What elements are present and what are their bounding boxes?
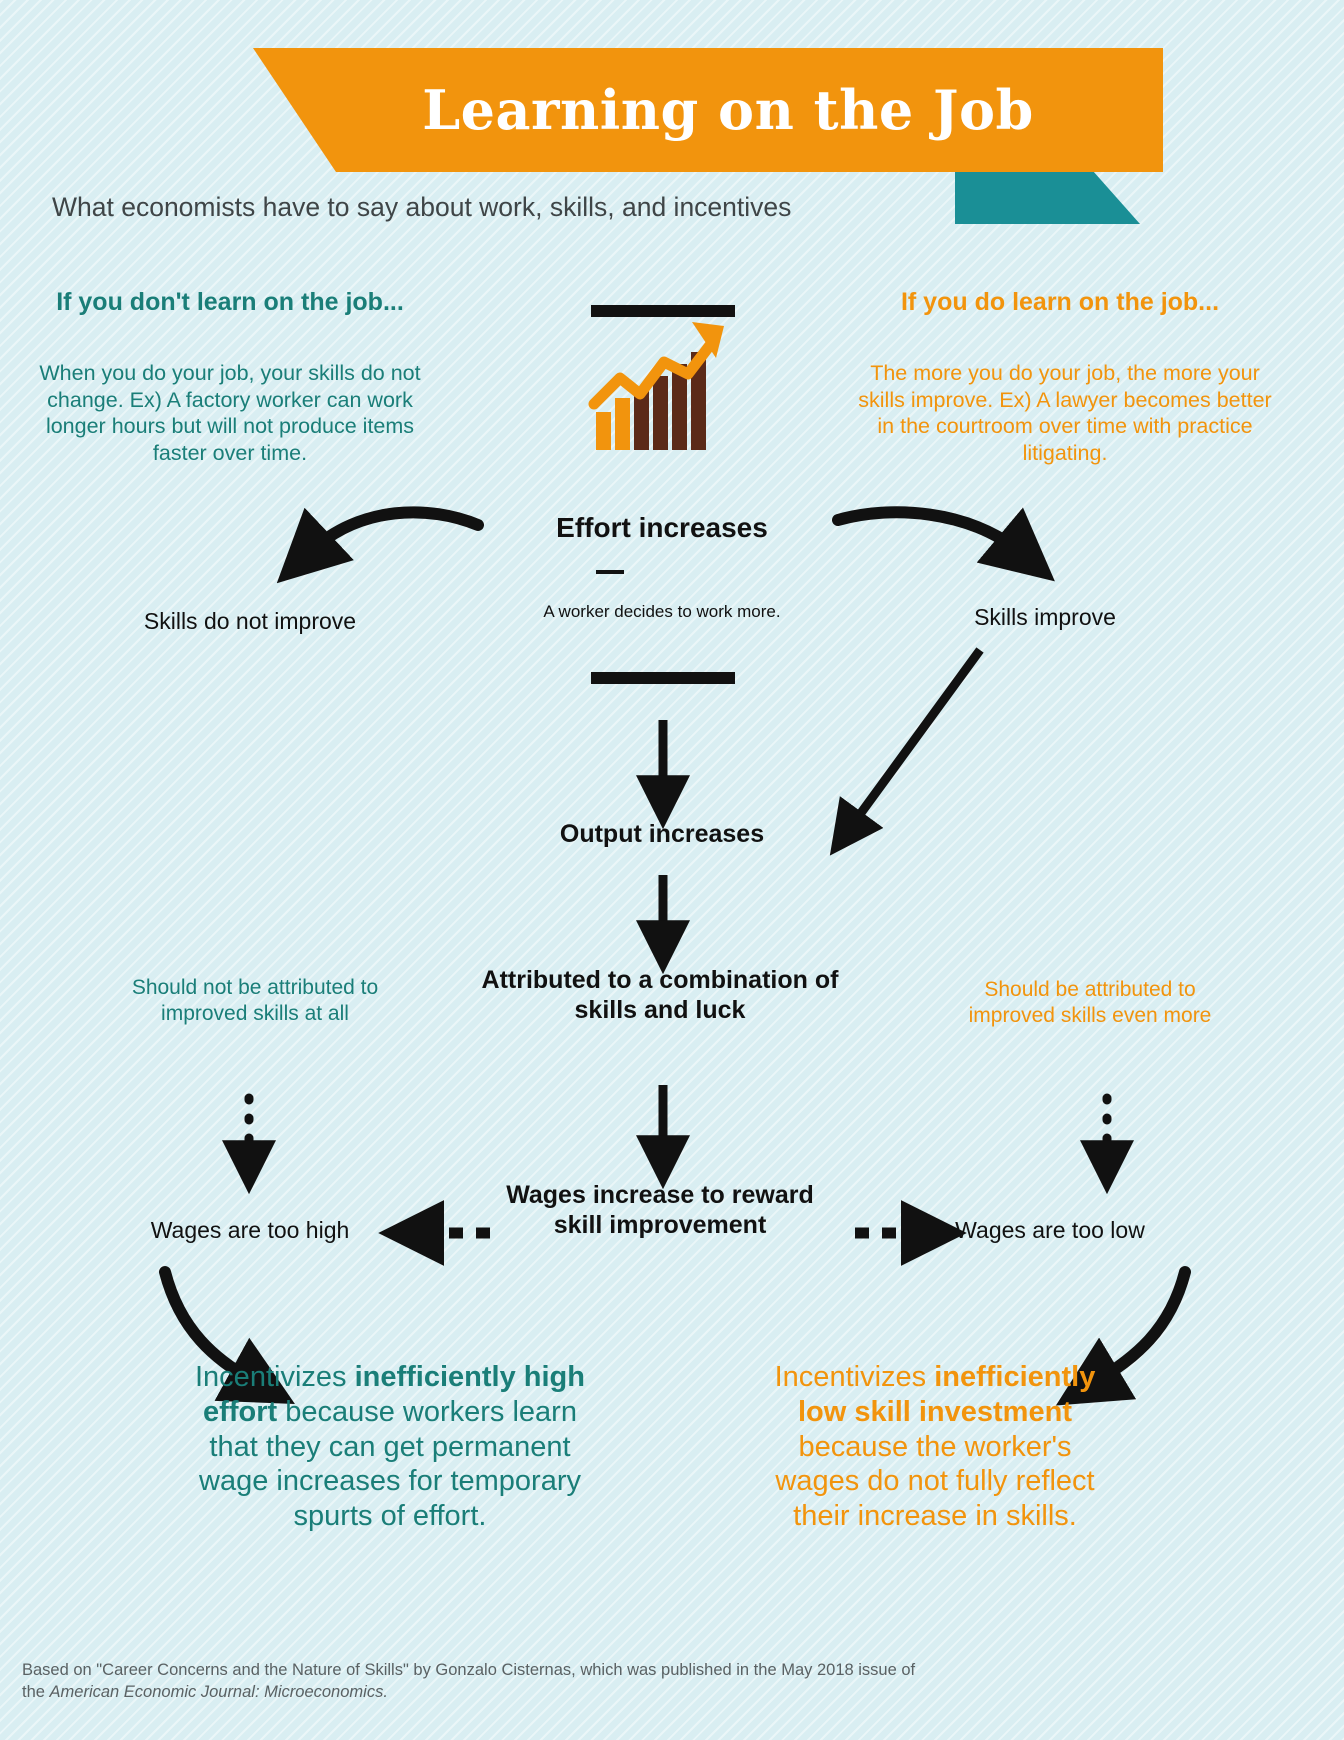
left-column-heading: If you don't learn on the job... [56, 288, 404, 316]
source-journal-name: American Economic Journal: Microeconomics. [49, 1682, 388, 1701]
conclusion-right [760, 1360, 1110, 1534]
source-line2-pre: published in the May 2018 issue of the [22, 1661, 916, 1701]
effort-caption: A worker decides to work more. [543, 602, 781, 621]
node-wages-too-high: Wages are too high [150, 1217, 350, 1243]
left-column-body: When you do your job, your skills do not change. Ex) A factory worker can work longer hours but will not produce items faster over time. [39, 361, 421, 465]
page-title: Learning on the Job [422, 78, 1034, 142]
node-skills-improve: Skills improve [974, 604, 1116, 630]
node-skills-do-not-improve: Skills do not improve [143, 608, 357, 634]
conclusion-left-post: because workers learn that they can get permanent wage increases for temporary spurts of effort. [199, 1395, 581, 1533]
node-effort-increases: Effort increases [556, 512, 768, 543]
conclusion-left [180, 1360, 600, 1534]
effort-divider [596, 570, 624, 574]
divider-mid [591, 672, 735, 684]
page-subtitle: What economists have to say about work, skills, and incentives [52, 192, 792, 222]
node-output-increases: Output increases [559, 820, 765, 848]
conclusion-left-pre: Incentivizes [195, 1361, 355, 1393]
right-column-body: The more you do your job, the more your skills improve. Ex) A lawyer becomes better in the courtroom over time with practice litigating. [858, 361, 1272, 465]
note-should-attribute-more: Should be attributed to improved skills even more [968, 978, 1212, 1028]
conclusion-right-bold: inefficiently low skill investment [798, 1361, 1096, 1428]
node-attributed-skills-luck: Attributed to a combination of skills and luck [481, 966, 839, 1024]
conclusion-left-bold: inefficiently high effort [203, 1361, 585, 1428]
source-line1: Based on "Career Concerns and the Nature of Skills" by Gonzalo Cisternas, which was [22, 1661, 657, 1679]
node-wages-increase-reward: Wages increase to reward skill improvement [506, 1181, 814, 1239]
conclusion-right-post: because the worker's wages do not fully reflect their increase in skills. [775, 1430, 1095, 1533]
note-should-not-attribute: Should not be attributed to improved skills at all [131, 976, 379, 1026]
header-banner [0, 48, 1344, 208]
right-column-heading: If you do learn on the job... [900, 288, 1220, 316]
source-note [22, 1660, 922, 1704]
node-wages-too-low: Wages are too low [955, 1217, 1145, 1243]
growth-chart-icon [588, 300, 738, 480]
conclusion-right-pre: Incentivizes [774, 1361, 935, 1393]
